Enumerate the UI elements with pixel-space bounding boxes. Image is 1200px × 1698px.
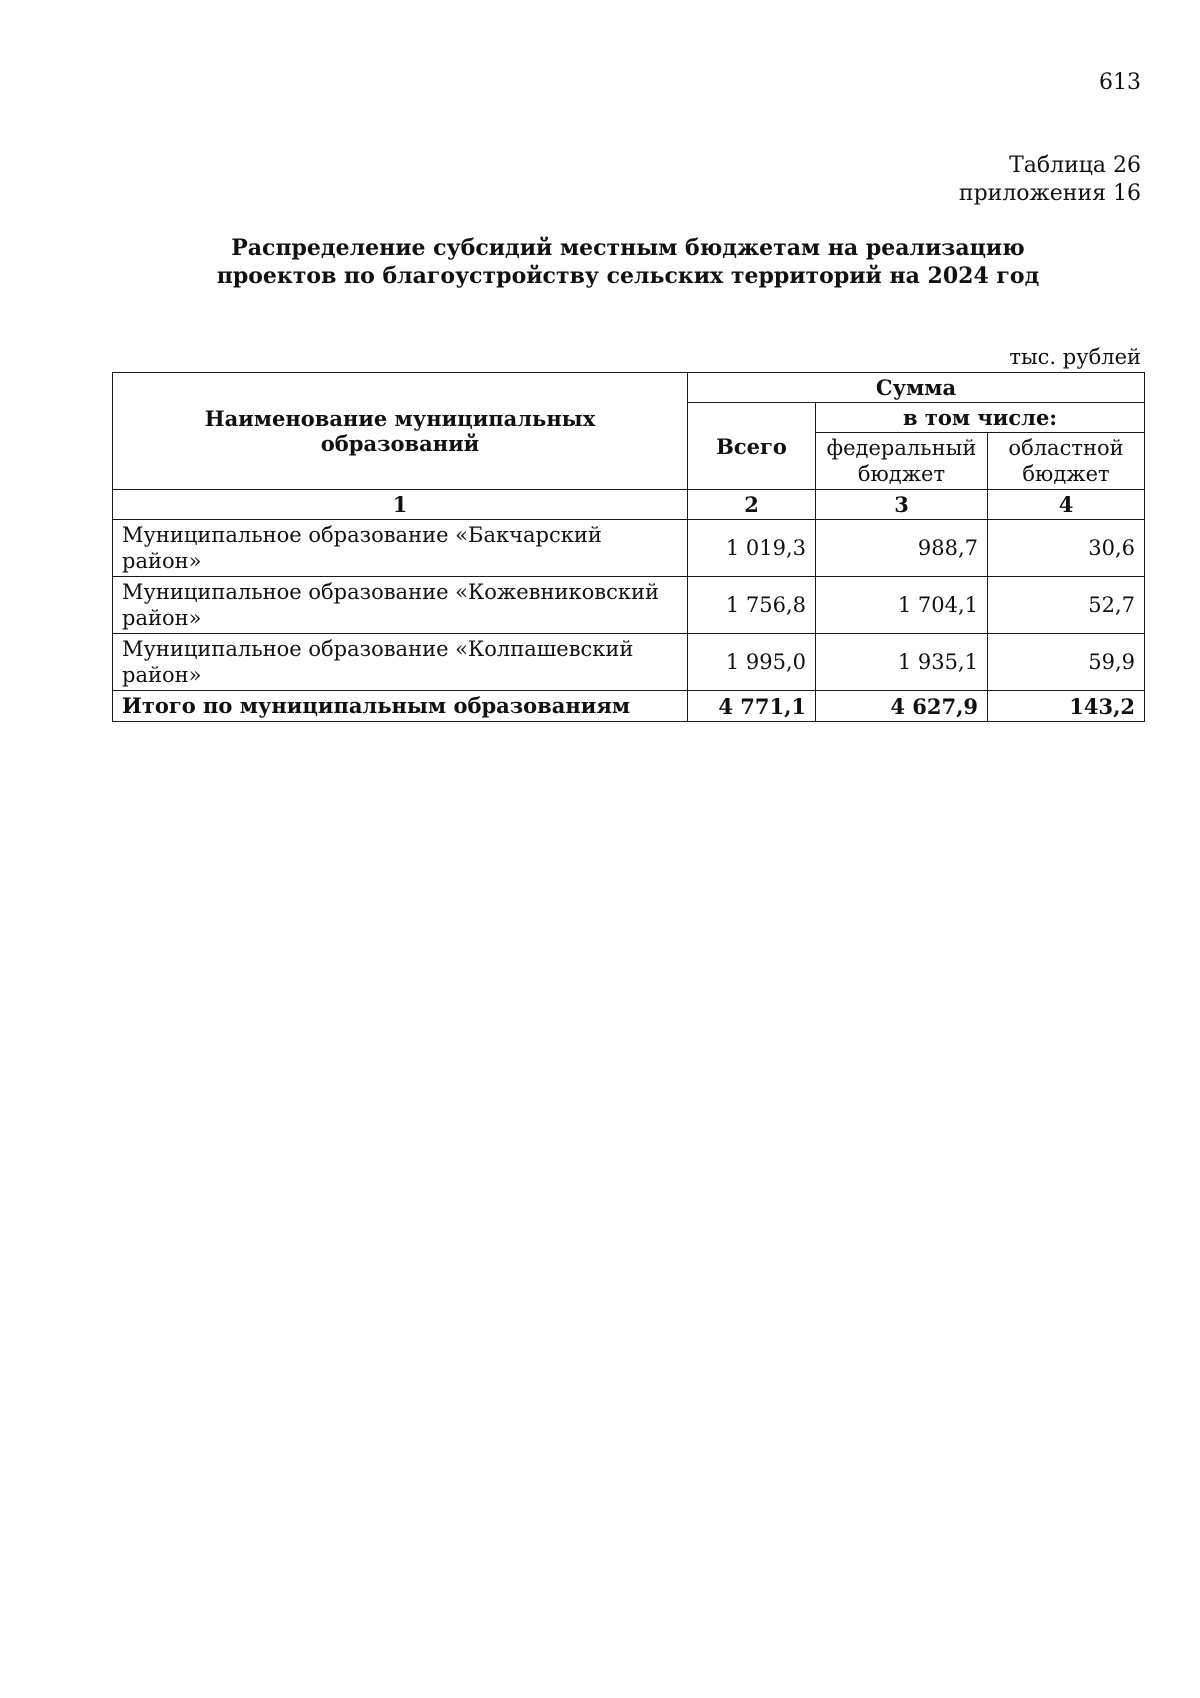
title-line-2: проектов по благоустройству сельских территорий на 2024 год	[216, 263, 1040, 289]
row-total: 1 995,0	[688, 634, 816, 691]
row-name: Муниципальное образование «Кожевниковский район»	[113, 577, 688, 634]
document-title	[112, 234, 1144, 290]
subsidy-table	[112, 372, 1145, 722]
table-reference	[959, 152, 1141, 208]
row-federal: 1 935,1	[816, 634, 988, 691]
header-total: Всего	[688, 403, 816, 490]
total-row-regional: 143,2	[988, 691, 1145, 722]
row-federal: 1 704,1	[816, 577, 988, 634]
header-regional: областной бюджет	[988, 433, 1145, 490]
row-total: 1 019,3	[688, 520, 816, 577]
header-federal: федеральный бюджет	[816, 433, 988, 490]
table-row	[113, 634, 1145, 691]
total-row-federal: 4 627,9	[816, 691, 988, 722]
table-number: Таблица 26	[1009, 153, 1141, 178]
total-row	[113, 691, 1145, 722]
row-regional: 59,9	[988, 634, 1145, 691]
table-row	[113, 520, 1145, 577]
page-number: 613	[1099, 70, 1141, 95]
header-name: Наименование муниципальных образований	[113, 373, 688, 490]
title-line-1: Распределение субсидий местным бюджетам на реализацию	[231, 235, 1025, 261]
header-including: в том числе:	[816, 403, 1145, 433]
total-row-total: 4 771,1	[688, 691, 816, 722]
column-number-2: 2	[688, 490, 816, 520]
table-row	[113, 577, 1145, 634]
row-regional: 30,6	[988, 520, 1145, 577]
column-number-3: 3	[816, 490, 988, 520]
column-number-4: 4	[988, 490, 1145, 520]
appendix-number: приложения 16	[958, 181, 1141, 206]
row-name: Муниципальное образование «Колпашевский район»	[113, 634, 688, 691]
row-total: 1 756,8	[688, 577, 816, 634]
units-label: тыс. рублей	[1009, 345, 1141, 369]
header-sum: Сумма	[688, 373, 1145, 403]
total-row-name: Итого по муниципальным образованиям	[113, 691, 688, 722]
column-number-1: 1	[113, 490, 688, 520]
row-regional: 52,7	[988, 577, 1145, 634]
row-name: Муниципальное образование «Бакчарский район»	[113, 520, 688, 577]
row-federal: 988,7	[816, 520, 988, 577]
